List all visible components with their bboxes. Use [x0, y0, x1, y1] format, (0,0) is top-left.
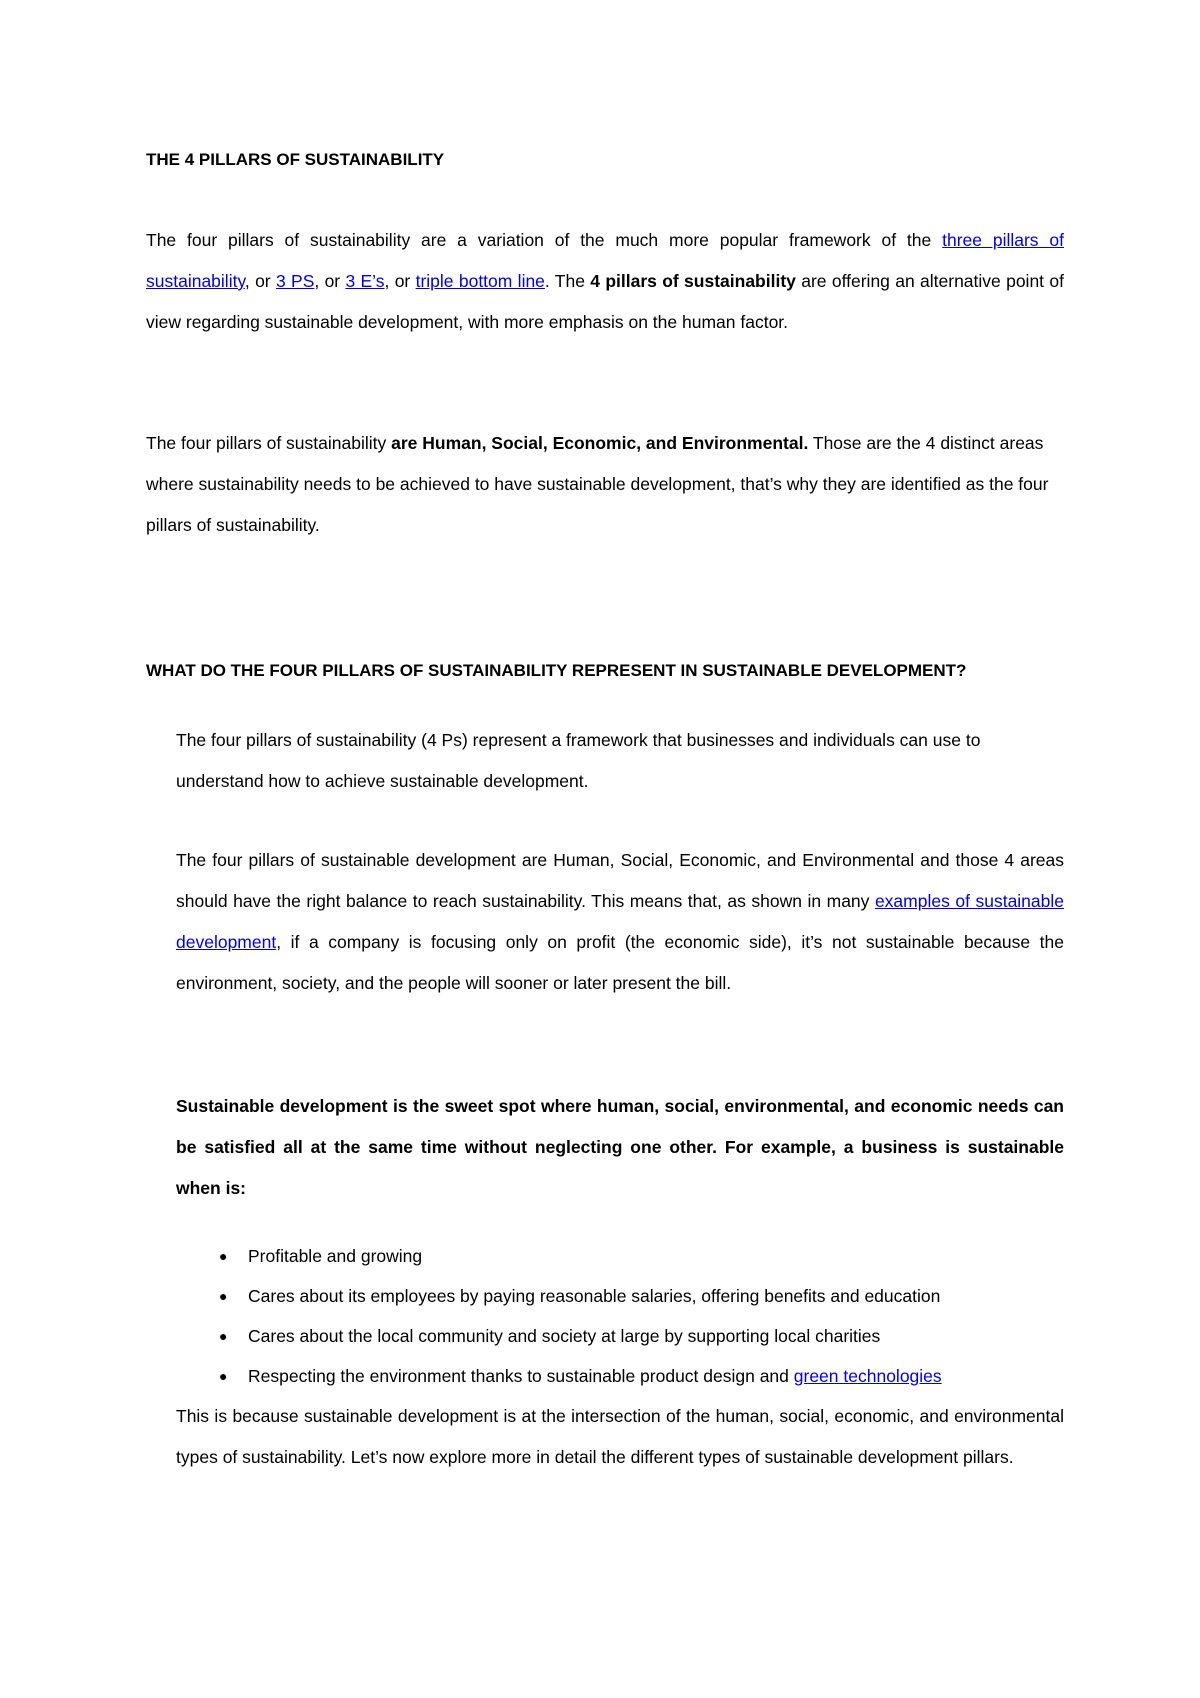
business-criteria-list	[176, 1236, 1066, 1396]
balance-text-1: The four pillars of sustainable development are Human, Social, Economic, and Environmental and those 4 areas should have the right balance to reach sustainability. This means that, as shown in many	[176, 850, 1064, 911]
framework-paragraph: The four pillars of sustainability (4 Ps) represent a framework that businesses and individuals can use to understand how to achieve sustainable development.	[176, 730, 981, 791]
balance-text-2: , if a company is focusing only on profit (the economic side), it’s not sustainable because the environment, society, and the people will sooner or later present the bill.	[176, 932, 1064, 993]
list-item	[176, 1356, 1066, 1396]
list-item	[176, 1276, 1066, 1316]
pillars-paragraph	[146, 423, 1066, 546]
list-item-text: Profitable and growing	[248, 1246, 423, 1266]
link-examples-sustainable-development[interactable]: examples of sustainable development	[176, 891, 1065, 952]
bullet-icon: ●	[219, 1248, 228, 1264]
bullet-icon: ●	[219, 1288, 228, 1304]
intro-text-1: The four pillars of sustainability are a variation of the much more popular framework of the	[146, 230, 943, 250]
list-item-text: Respecting the environment thanks to sustainable product design and	[248, 1366, 794, 1386]
conclusion-paragraph: This is because sustainable development is at the intersection of the human, social, economic, and environmental types of sustainability. Let’s now explore more in detail the different types of sustainable development pillars.	[176, 1406, 1064, 1467]
sweet-spot-paragraph: Sustainable development is the sweet spot where human, social, environmental, and economic needs can be satisfied all at the same time without neglecting one other. For example, a business is sustainable when is:	[176, 1096, 1064, 1198]
pillars-bold-text: are Human, Social, Economic, and Environmental.	[391, 433, 809, 453]
pillars-text-2: Those are the 4 distinct areas where sustainability needs to be achieved to have sustainable development, that’s why they are identified as the four pillars of sustainability.	[146, 433, 1049, 535]
list-item-text: Cares about the local community and society at large by supporting local charities	[248, 1326, 881, 1346]
link-green-technologies[interactable]: green technologies	[793, 1366, 942, 1386]
page-title: THE 4 PILLARS OF SUSTAINABILITY	[146, 150, 445, 169]
bullet-icon: ●	[219, 1368, 228, 1384]
intro-text-5: . The	[544, 271, 591, 291]
link-three-pillars[interactable]: three pillars of sustainability	[146, 230, 1064, 291]
intro-text-3: , or	[314, 271, 346, 291]
link-3-ps[interactable]: 3 PS	[275, 271, 315, 291]
link-3-es[interactable]: 3 E’s	[345, 271, 385, 291]
intro-paragraph	[146, 220, 1064, 343]
bullet-icon: ●	[219, 1328, 228, 1344]
section-heading: WHAT DO THE FOUR PILLARS OF SUSTAINABILITY REPRESENT IN SUSTAINABLE DEVELOPMENT?	[146, 661, 967, 680]
list-item	[176, 1236, 1066, 1276]
intro-bold-text: 4 pillars of sustainability	[590, 271, 796, 291]
list-item	[176, 1316, 1066, 1356]
link-triple-bottom-line[interactable]: triple bottom line	[415, 271, 545, 291]
intro-text-4: , or	[384, 271, 416, 291]
intro-text-6: are offering an alternative point of view regarding sustainable development, with more emphasis on the human factor.	[146, 271, 1064, 332]
list-item-text: Cares about its employees by paying reasonable salaries, offering benefits and education	[248, 1286, 941, 1306]
pillars-text-1: The four pillars of sustainability	[146, 433, 392, 453]
intro-text-2: , or	[244, 271, 276, 291]
balance-paragraph	[176, 840, 1064, 1004]
